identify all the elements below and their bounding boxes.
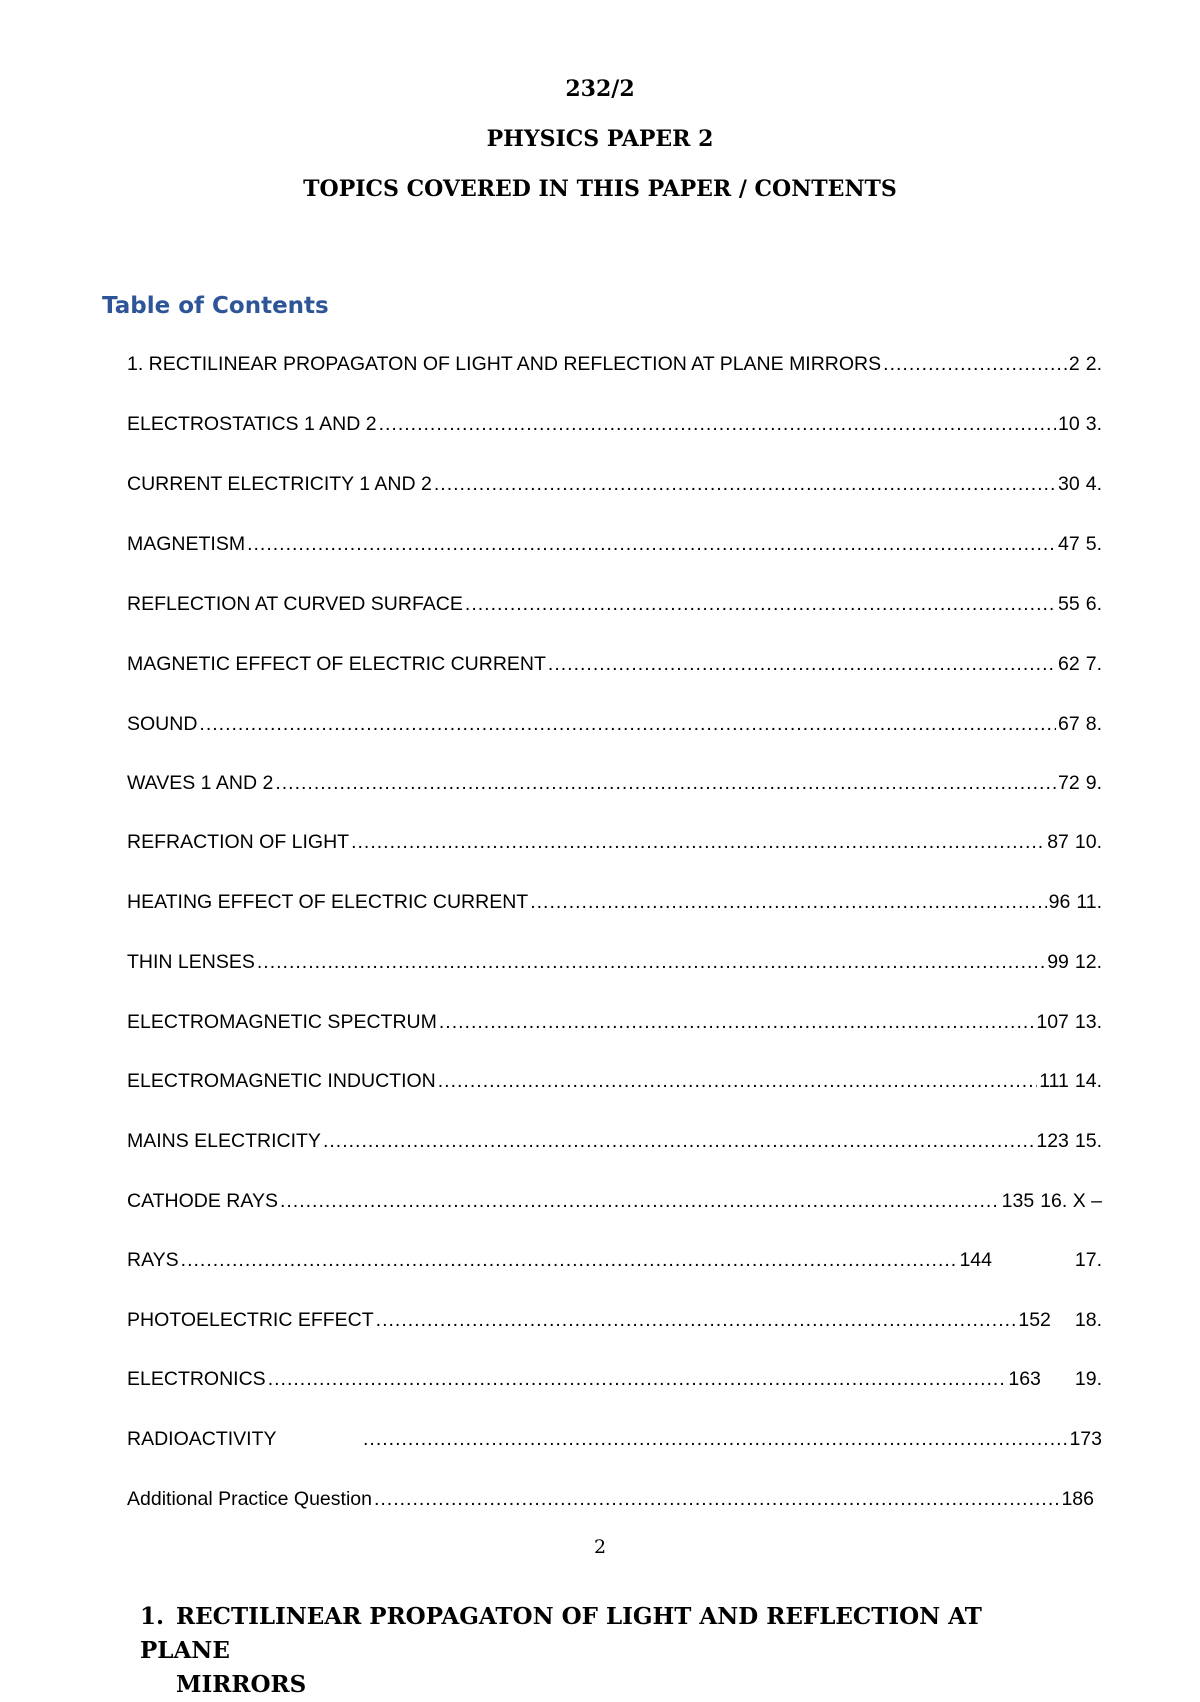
toc-entry-page: 96 (1048, 890, 1071, 913)
toc-entry-next-number: 7. (1085, 652, 1102, 675)
toc-entry-label: MAINS ELECTRICITY (127, 1129, 321, 1152)
page-number: 2 (593, 1536, 607, 1558)
toc-entry[interactable] (127, 404, 1102, 434)
toc-entry-next-number: 12. (1074, 950, 1102, 973)
toc-entry-page: 10 (1058, 412, 1080, 435)
toc-entry-page: 30 (1058, 472, 1080, 495)
toc-entry[interactable] (127, 524, 1102, 554)
toc-entry-next-number: 18. (1074, 1308, 1102, 1331)
toc-entry-page: 55 (1058, 592, 1080, 615)
section-title-line1: RECTILINEAR PROPAGATON OF LIGHT AND REFLECTION AT PLANE (140, 1603, 982, 1664)
toc-entry-page: 99 (1047, 950, 1069, 973)
toc-entry[interactable] (127, 1419, 1102, 1449)
toc-entry[interactable] (127, 1479, 1094, 1509)
toc-entry-page: 87 (1047, 830, 1069, 853)
toc-entry[interactable] (127, 344, 1102, 374)
toc-entry-page: 123 (1036, 1129, 1069, 1152)
toc-entry-next-number: 14. (1074, 1069, 1102, 1092)
toc-entry-label: MAGNETIC EFFECT OF ELECTRIC CURRENT (127, 652, 546, 675)
section-heading (140, 1600, 1060, 1702)
toc-entry-page: 152 (1018, 1308, 1051, 1331)
toc-entry-page: 144 (959, 1248, 992, 1271)
toc-entry-page: 72 (1058, 771, 1080, 794)
toc-entry-label: ELECTRONICS (127, 1367, 266, 1390)
toc-entry-label: CATHODE RAYS (127, 1189, 278, 1212)
toc-entry-label: MAGNETISM (127, 532, 246, 555)
topics-title: TOPICS COVERED IN THIS PAPER / CONTENTS (303, 176, 897, 202)
toc-entry-page: 47 (1058, 532, 1080, 555)
toc-entry[interactable] (127, 1181, 1102, 1211)
toc-entry-label: RAYS (127, 1248, 179, 1271)
paper-subject: PHYSICS PAPER 2 (486, 126, 714, 152)
toc-entry[interactable] (127, 644, 1102, 674)
toc-entry-label: PHOTOELECTRIC EFFECT (127, 1308, 374, 1331)
toc-entry-label: SOUND (127, 712, 198, 735)
toc-entry-label: RADIOACTIVITY (127, 1427, 277, 1450)
toc-entry-label: WAVES 1 AND 2 (127, 771, 274, 794)
toc-entry-next-number: 2. (1085, 352, 1102, 375)
toc-entry-next-number: 16. X – (1040, 1189, 1102, 1212)
toc-entry[interactable] (127, 763, 1102, 793)
toc-entry-next-number: 17. (1074, 1248, 1102, 1271)
toc-entry-label: HEATING EFFECT OF ELECTRIC CURRENT (127, 890, 529, 913)
toc-entry-page: 163 (1008, 1367, 1041, 1390)
toc-entry-next-number: 13. (1074, 1010, 1102, 1033)
toc-entry-next-number: 5. (1085, 532, 1102, 555)
toc-entry[interactable] (127, 704, 1102, 734)
toc-entry[interactable] (127, 1061, 1102, 1091)
toc-entry[interactable] (127, 1002, 1102, 1032)
toc-entry-label: CURRENT ELECTRICITY 1 AND 2 (127, 472, 432, 495)
toc-heading[interactable]: Table of Contents (102, 293, 329, 319)
toc-entry[interactable] (127, 1121, 1102, 1151)
toc-entry-label: 1. RECTILINEAR PROPAGATON OF LIGHT AND REFLECTION AT PLANE MIRRORS (127, 352, 882, 375)
toc-entry[interactable] (127, 584, 1102, 614)
toc-entry-page: 186 (1061, 1487, 1094, 1510)
toc-entry-page: 67 (1058, 712, 1080, 735)
toc-entry-next-number: 8. (1085, 712, 1102, 735)
toc-entry-page: 173 (1069, 1427, 1102, 1450)
toc-entry-page: 2 (1068, 352, 1080, 375)
toc-entry-label: REFRACTION OF LIGHT (127, 830, 350, 853)
toc-entry-label: THIN LENSES (127, 950, 255, 973)
toc-entry-next-number: 4. (1085, 472, 1102, 495)
toc-entry-label: REFLECTION AT CURVED SURFACE (127, 592, 463, 615)
toc-entry-page: 111 (1039, 1069, 1069, 1092)
toc-entry-next-number: 10. (1074, 830, 1102, 853)
toc-entry[interactable] (127, 1240, 992, 1270)
toc-entry-next-number: 6. (1085, 592, 1102, 615)
toc-entry-label: ELECTROSTATICS 1 AND 2 (127, 412, 377, 435)
section-number: 1. (140, 1603, 165, 1630)
toc-entry-next-number: 3. (1085, 412, 1102, 435)
toc-entry-next-number: 19. (1074, 1367, 1102, 1390)
toc-entry[interactable] (127, 1300, 1102, 1330)
toc-entry[interactable] (127, 882, 1102, 912)
toc-entry-page: 107 (1036, 1010, 1069, 1033)
toc-entry[interactable] (127, 464, 1102, 494)
toc-entry[interactable] (127, 822, 1102, 852)
toc-entry-page: 62 (1058, 652, 1080, 675)
toc-entry-label: Additional Practice Question (127, 1487, 372, 1510)
toc-entry[interactable] (127, 1359, 1102, 1389)
toc-entry-label: ELECTROMAGNETIC INDUCTION (127, 1069, 436, 1092)
toc-entry-next (1062, 1240, 1102, 1270)
toc-entry-next-number: 11. (1076, 890, 1102, 913)
toc-entry-label: ELECTROMAGNETIC SPECTRUM (127, 1010, 437, 1033)
toc-entry-page: 135 (1001, 1189, 1035, 1212)
paper-code: 232/2 (565, 76, 635, 102)
toc-entry-next-number: 9. (1085, 771, 1102, 794)
section-title-line2: MIRRORS (176, 1671, 307, 1698)
toc-entry[interactable] (127, 942, 1102, 972)
toc-entry-next-number: 15. (1074, 1129, 1102, 1152)
